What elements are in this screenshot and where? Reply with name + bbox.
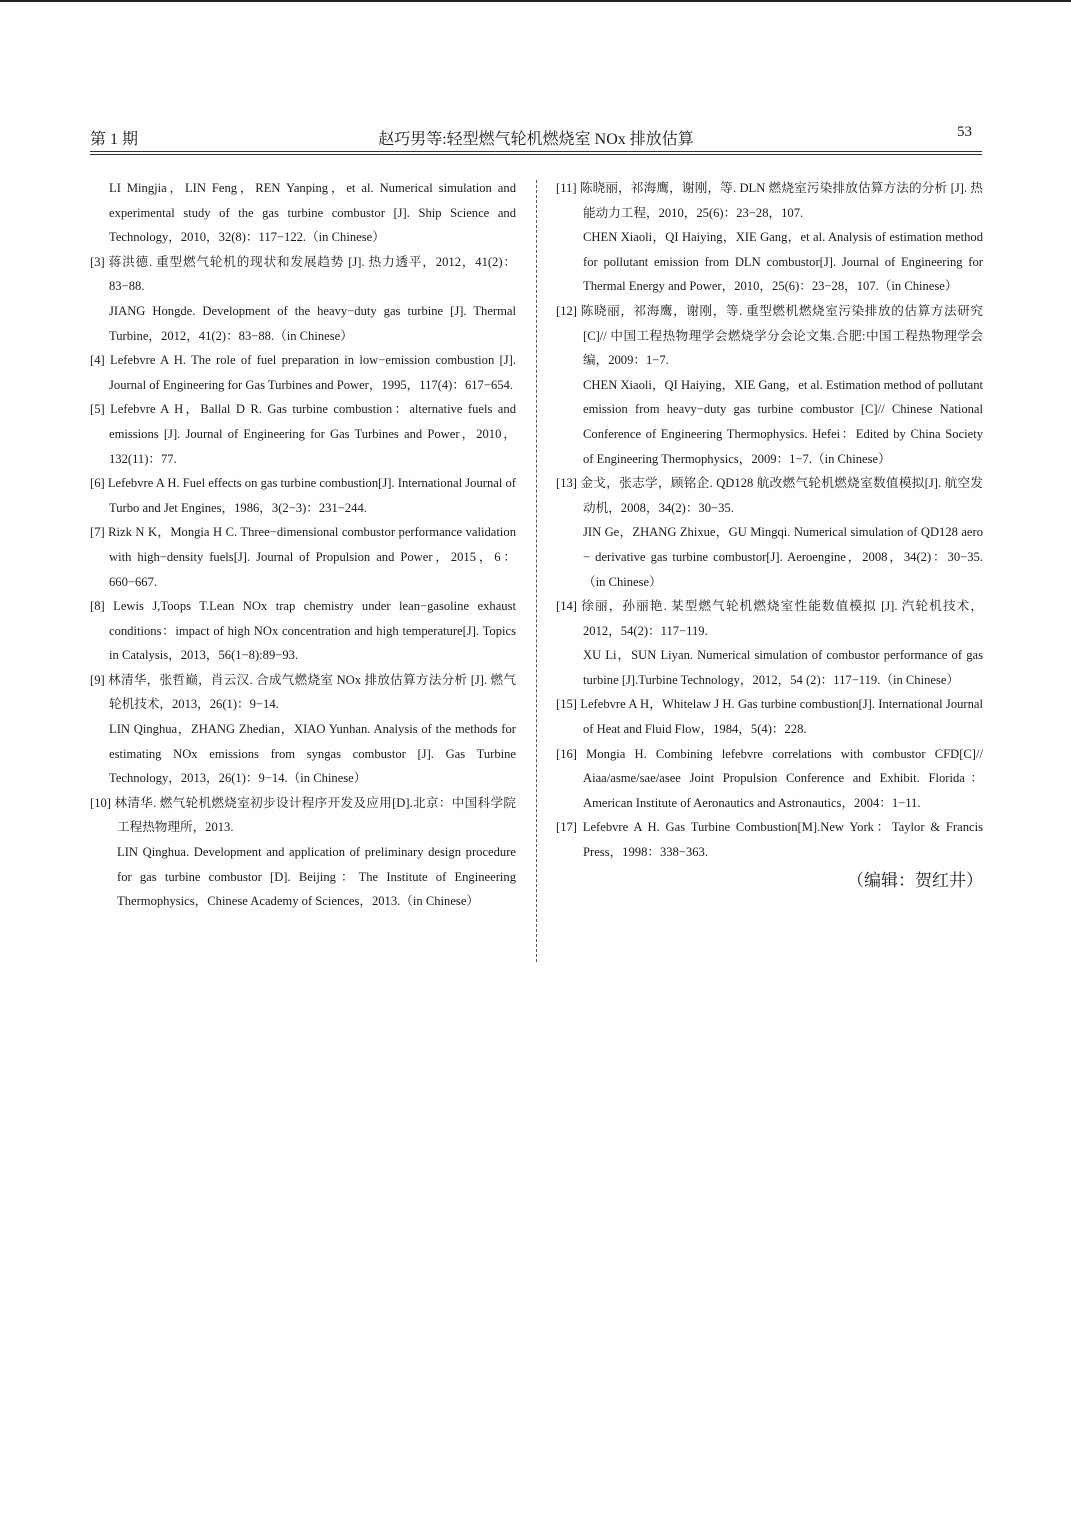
top-border-rule <box>0 0 1071 2</box>
reference-6: [6] Lefebvre A H. Fuel effects on gas turbine combustion[J]. International Journal of Turbo and Jet Engines，1986，3(2−3)：231−244. <box>90 476 516 515</box>
page-number: 53 <box>957 124 972 140</box>
reference-17: [17] Lefebvre A H. Gas Turbine Combustion[M].New York：Taylor & Francis Press，1998：338−363. <box>556 820 983 860</box>
reference-3: [3] 蒋洪德. 重型燃气轮机的现状和发展趋势 [J]. 热力透平，2012，41(2)：83−88. <box>90 254 516 294</box>
reference-3-translation: JIANG Hongde. Development of the heavy−duty gas turbine [J]. Thermal Turbine，2012，41(2)：83−88.（in Chinese） <box>109 303 516 343</box>
left-reference-column <box>90 176 516 914</box>
reference-13: [13] 金戈，张志学，顾铭企. QD128 航改燃气轮机燃烧室数值模拟[J]. 航空发动机，2008，34(2)：30−35. <box>556 476 983 515</box>
reference-15: [15] Lefebvre A H，Whitelaw J H. Gas turbine combustion[J]. International Journal of Heat and Fluid Flow，1984，5(4)：228. <box>556 697 983 737</box>
reference-16: [16] Mongia H. Combining lefebvre correlations with combustor CFD[C]// Aiaa/asme/sae/asee Joint Propulsion Conference and Exhibit. Florida：American Institute of Aeronautics and Astronautics，2004：1−11. <box>556 746 983 810</box>
reference-10-translation: LIN Qinghua. Development and application of preliminary design procedure for gas turbine combustor [D]. Beijing：The Institute of Engineering Thermophysics，Chinese Academy of Sciences，2013.（in Chinese） <box>117 845 516 909</box>
running-header <box>90 124 982 152</box>
reference-14: [14] 徐丽，孙丽艳. 某型燃气轮机燃烧室性能数值模拟 [J]. 汽轮机技术，2012，54(2)：117−119. <box>556 599 983 638</box>
reference-14-translation: XU Li，SUN Liyan. Numerical simulation of combustor performance of gas turbine [J].Turbine Technology，2012，54 (2)：117−119.（in Chinese） <box>583 648 983 687</box>
reference-11-translation: CHEN Xiaoli，QI Haiying，XIE Gang，et al. Analysis of estimation method for pollutant emission from DLN combustor[J]. Journal of Engineering for Thermal Energy and Power，2010，25(6)：23−28，107.（in Chinese） <box>583 230 983 294</box>
running-title: 赵巧男等:轻型燃气轮机燃烧室 NOx 排放估算 <box>378 131 694 148</box>
reference-11: [11] 陈晓丽，祁海鹰，谢刚，等. DLN 燃烧室污染排放估算方法的分析 [J]. 热能动力工程，2010，25(6)：23−28，107. <box>556 181 983 220</box>
reference-5: [5] Lefebvre A H，Ballal D R. Gas turbine combustion：alternative fuels and emissions [J]. Journal of Engineering for Gas Turbines and Power，2010，132(11)：77. <box>90 402 516 466</box>
reference-9: [9] 林清华，张哲巅，肖云汉. 合成气燃烧室 NOx 排放估算方法分析 [J]. 燃气轮机技术，2013，26(1)：9−14. <box>90 672 516 712</box>
reference-12: [12] 陈晓丽，祁海鹰，谢刚，等. 重型燃机燃烧室污染排放的估算方法研究[C]// 中国工程热物理学会燃烧学分会论文集.合肥:中国工程热物理学会编，2009：1−7. <box>556 303 983 368</box>
reference-12-translation: CHEN Xiaoli，QI Haiying，XIE Gang，et al. Estimation method of pollutant emission from heavy−duty gas turbine combustor [C]// Chinese National Conference of Engineering Thermophysics. Hefei：Edited by China Society of Engineering Thermophysics，2009：1−7.（in Chinese） <box>583 377 983 466</box>
column-divider <box>536 180 537 962</box>
issue-label: 第 1 期 <box>90 131 139 148</box>
reference-10: [10] 林清华. 燃气轮机燃烧室初步设计程序开发及应用[D].北京：中国科学院工程热物理所，2013. <box>90 795 516 835</box>
reference-7: [7] Rizk N K，Mongia H C. Three−dimensional combustor performance validation with high−density fuels[J]. Journal of Propulsion and Power，2015，6：660−667. <box>90 525 516 589</box>
right-reference-column <box>556 176 983 895</box>
header-rule <box>90 151 982 152</box>
header-rule-double <box>90 154 982 155</box>
reference-13-translation: JIN Ge，ZHANG Zhixue，GU Mingqi. Numerical simulation of QD128 aero − derivative gas turbine combustor[J]. Aeroengine，2008，34(2)：30−35.（in Chinese） <box>583 525 983 589</box>
reference-continuation: LI Mingjia，LIN Feng，REN Yanping，et al. Numerical simulation and experimental study of the gas turbine combustor [J]. Ship Science and Technology，2010，32(8)：117−122.（in Chinese） <box>109 181 516 245</box>
reference-4: [4] Lefebvre A H. The role of fuel preparation in low−emission combustion [J]. Journal of Engineering for Gas Turbines and Power，1995，117(4)：617−654. <box>90 353 516 392</box>
reference-9-translation: LIN Qinghua，ZHANG Zhedian，XIAO Yunhan. Analysis of the methods for estimating NOx emissions from syngas combustor [J]. Gas Turbine Technology，2013，26(1)：9−14.（in Chinese） <box>109 722 516 786</box>
editor-credit: （编辑：贺红井） <box>847 870 983 890</box>
reference-8: [8] Lewis J,Toops T.Lean NOx trap chemistry under lean−gasoline exhaust conditions：impact of high NOx concentration and high temperature[J]. Topics in Catalysis，2013，56(1−8):89−93. <box>90 599 516 663</box>
